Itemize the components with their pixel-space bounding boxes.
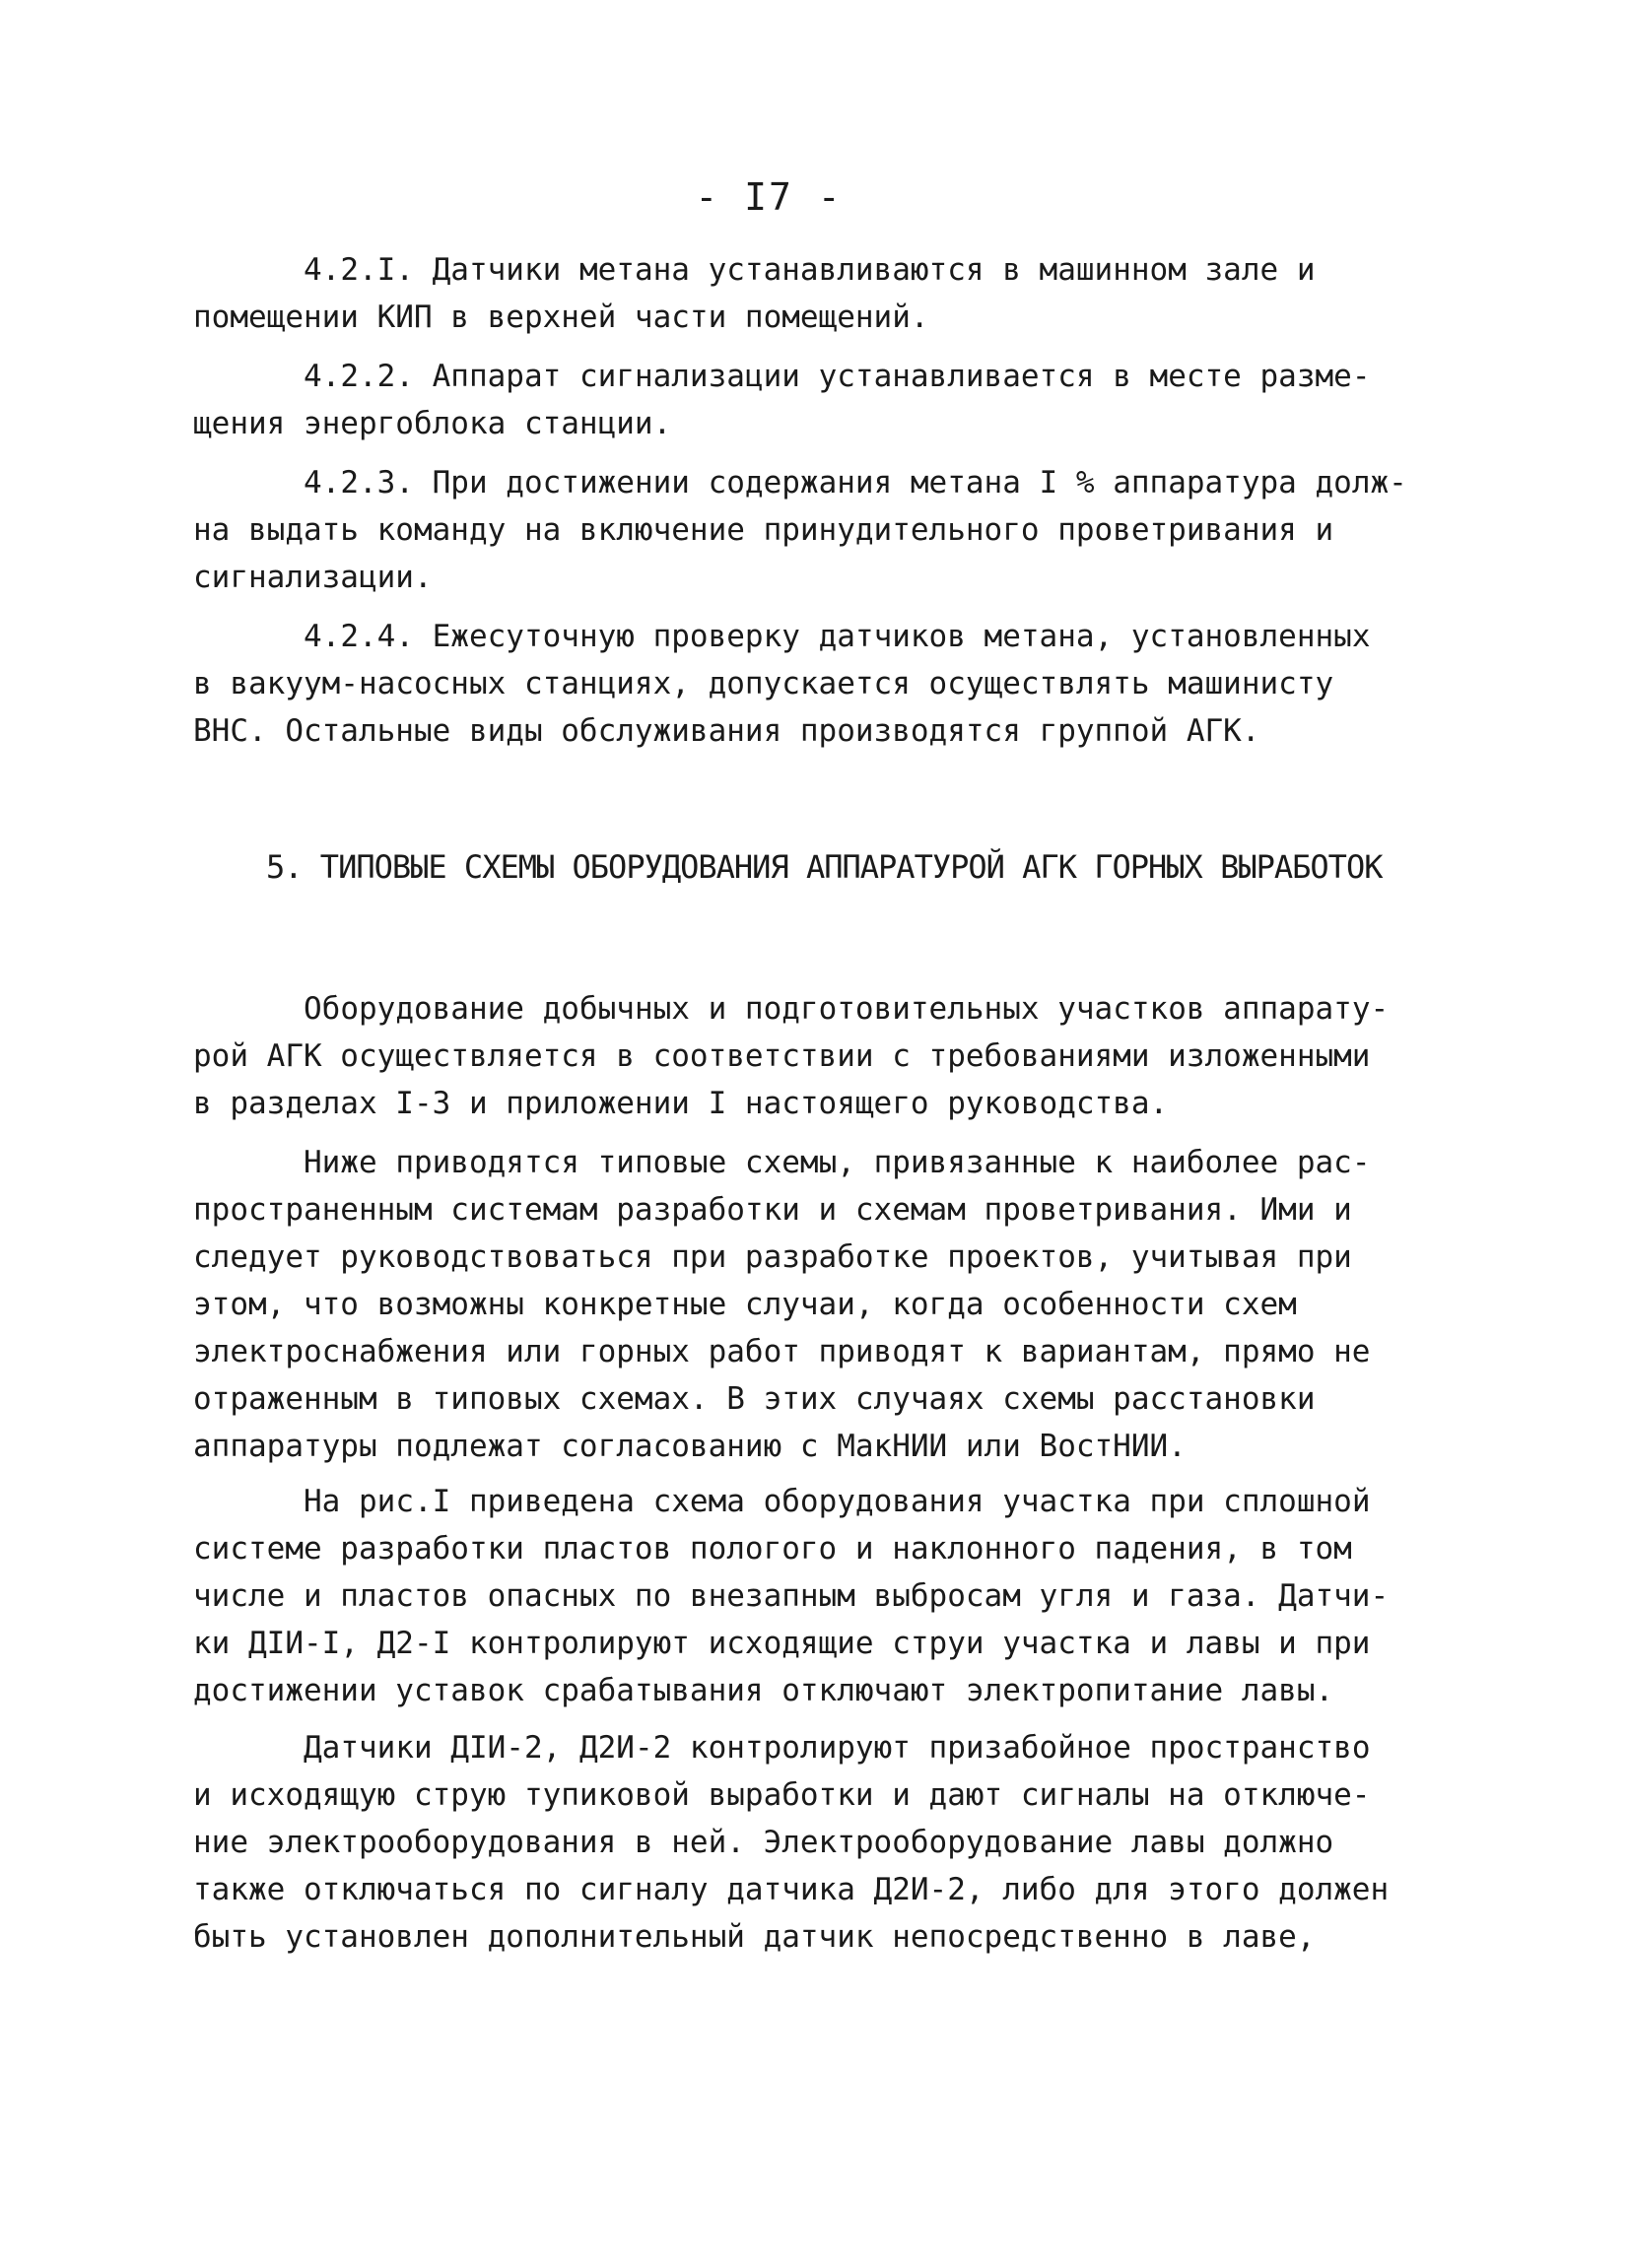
text-line: ВНС. Остальные виды обслуживания производятся группой АГК. <box>193 713 1260 749</box>
text-line: пространенным системам разработки и схемам проветривания. Ими и <box>193 1192 1352 1228</box>
text-line: в вакуум-насосных станциях, допускается осуществлять машинисту <box>193 666 1334 701</box>
text-line: достижении уставок срабатывания отключают электропитание лавы. <box>193 1673 1334 1708</box>
text-line: на выдать команду на включение принудительного проветривания и <box>193 512 1334 548</box>
text-line: отраженным в типовых схемах. В этих случаях схемы расстановки <box>193 1381 1316 1417</box>
page-number: - I7 - <box>695 175 843 219</box>
text-line: Датчики ДIИ-2, Д2И-2 контролируют призабойное пространство <box>304 1730 1371 1766</box>
text-line: На рис.I приведена схема оборудования участка при сплошной <box>304 1484 1371 1519</box>
text-line: 4.2.3. При достижении содержания метана I % аппаратура долж- <box>304 465 1407 500</box>
paragraph-5-2 <box>193 1139 1405 1470</box>
paragraph-5-3 <box>193 1478 1405 1714</box>
section-heading: 5. ТИПОВЫЕ СХЕМЫ ОБОРУДОВАНИЯ АППАРАТУРОЙ АГК ГОРНЫХ ВЫРАБОТОК <box>266 848 1383 886</box>
paragraph-4-2-3 <box>193 459 1405 601</box>
paragraph-4-2-4 <box>193 613 1405 755</box>
text-line: ние электрооборудования в ней. Электрооборудование лавы должно <box>193 1825 1334 1860</box>
text-line: числе и пластов опасных по внезапным выбросам угля и газа. Датчи- <box>193 1578 1390 1614</box>
text-line: электроснабжения или горных работ приводят к вариантам, прямо не <box>193 1334 1371 1369</box>
paragraph-5-1 <box>193 985 1405 1127</box>
text-line: также отключаться по сигналу датчика Д2И-2, либо для этого должен <box>193 1872 1390 1907</box>
paragraph-4-2-2 <box>193 353 1405 447</box>
text-line: ки ДIИ-I, Д2-I контролируют исходящие струи участка и лавы и при <box>193 1626 1371 1661</box>
text-line: быть установлен дополнительный датчик непосредственно в лаве, <box>193 1919 1316 1955</box>
text-line: сигнализации. <box>193 560 433 595</box>
text-line: щения энергоблока станции. <box>193 406 672 441</box>
text-line: Ниже приводятся типовые схемы, привязанные к наиболее рас- <box>304 1145 1371 1180</box>
text-line: 4.2.2. Аппарат сигнализации устанавливается в месте разме- <box>304 359 1371 394</box>
text-line: следует руководствоваться при разработке проектов, учитывая при <box>193 1239 1352 1275</box>
text-line: в разделах I-3 и приложении I настоящего руководства. <box>193 1086 1169 1121</box>
paragraph-5-4 <box>193 1724 1405 1961</box>
text-line: помещении КИП в верхней части помещений. <box>193 300 929 335</box>
text-line: системе разработки пластов пологого и наклонного падения, в том <box>193 1531 1352 1567</box>
text-line: и исходящую струю тупиковой выработки и дают сигналы на отключе- <box>193 1777 1371 1813</box>
text-line: Оборудование добычных и подготовительных участков аппарату- <box>304 991 1390 1027</box>
text-line: аппаратуры подлежат согласованию с МакНИИ или ВостНИИ. <box>193 1429 1187 1464</box>
paragraph-4-2-1 <box>193 246 1405 341</box>
text-line: рой АГК осуществляется в соответствии с требованиями изложенными <box>193 1038 1371 1074</box>
text-line: 4.2.I. Датчики метана устанавливаются в машинном зале и <box>304 252 1316 288</box>
text-line: 4.2.4. Ежесуточную проверку датчиков метана, установленных <box>304 619 1371 654</box>
text-line: этом, что возможны конкретные случаи, когда особенности схем <box>193 1287 1297 1322</box>
